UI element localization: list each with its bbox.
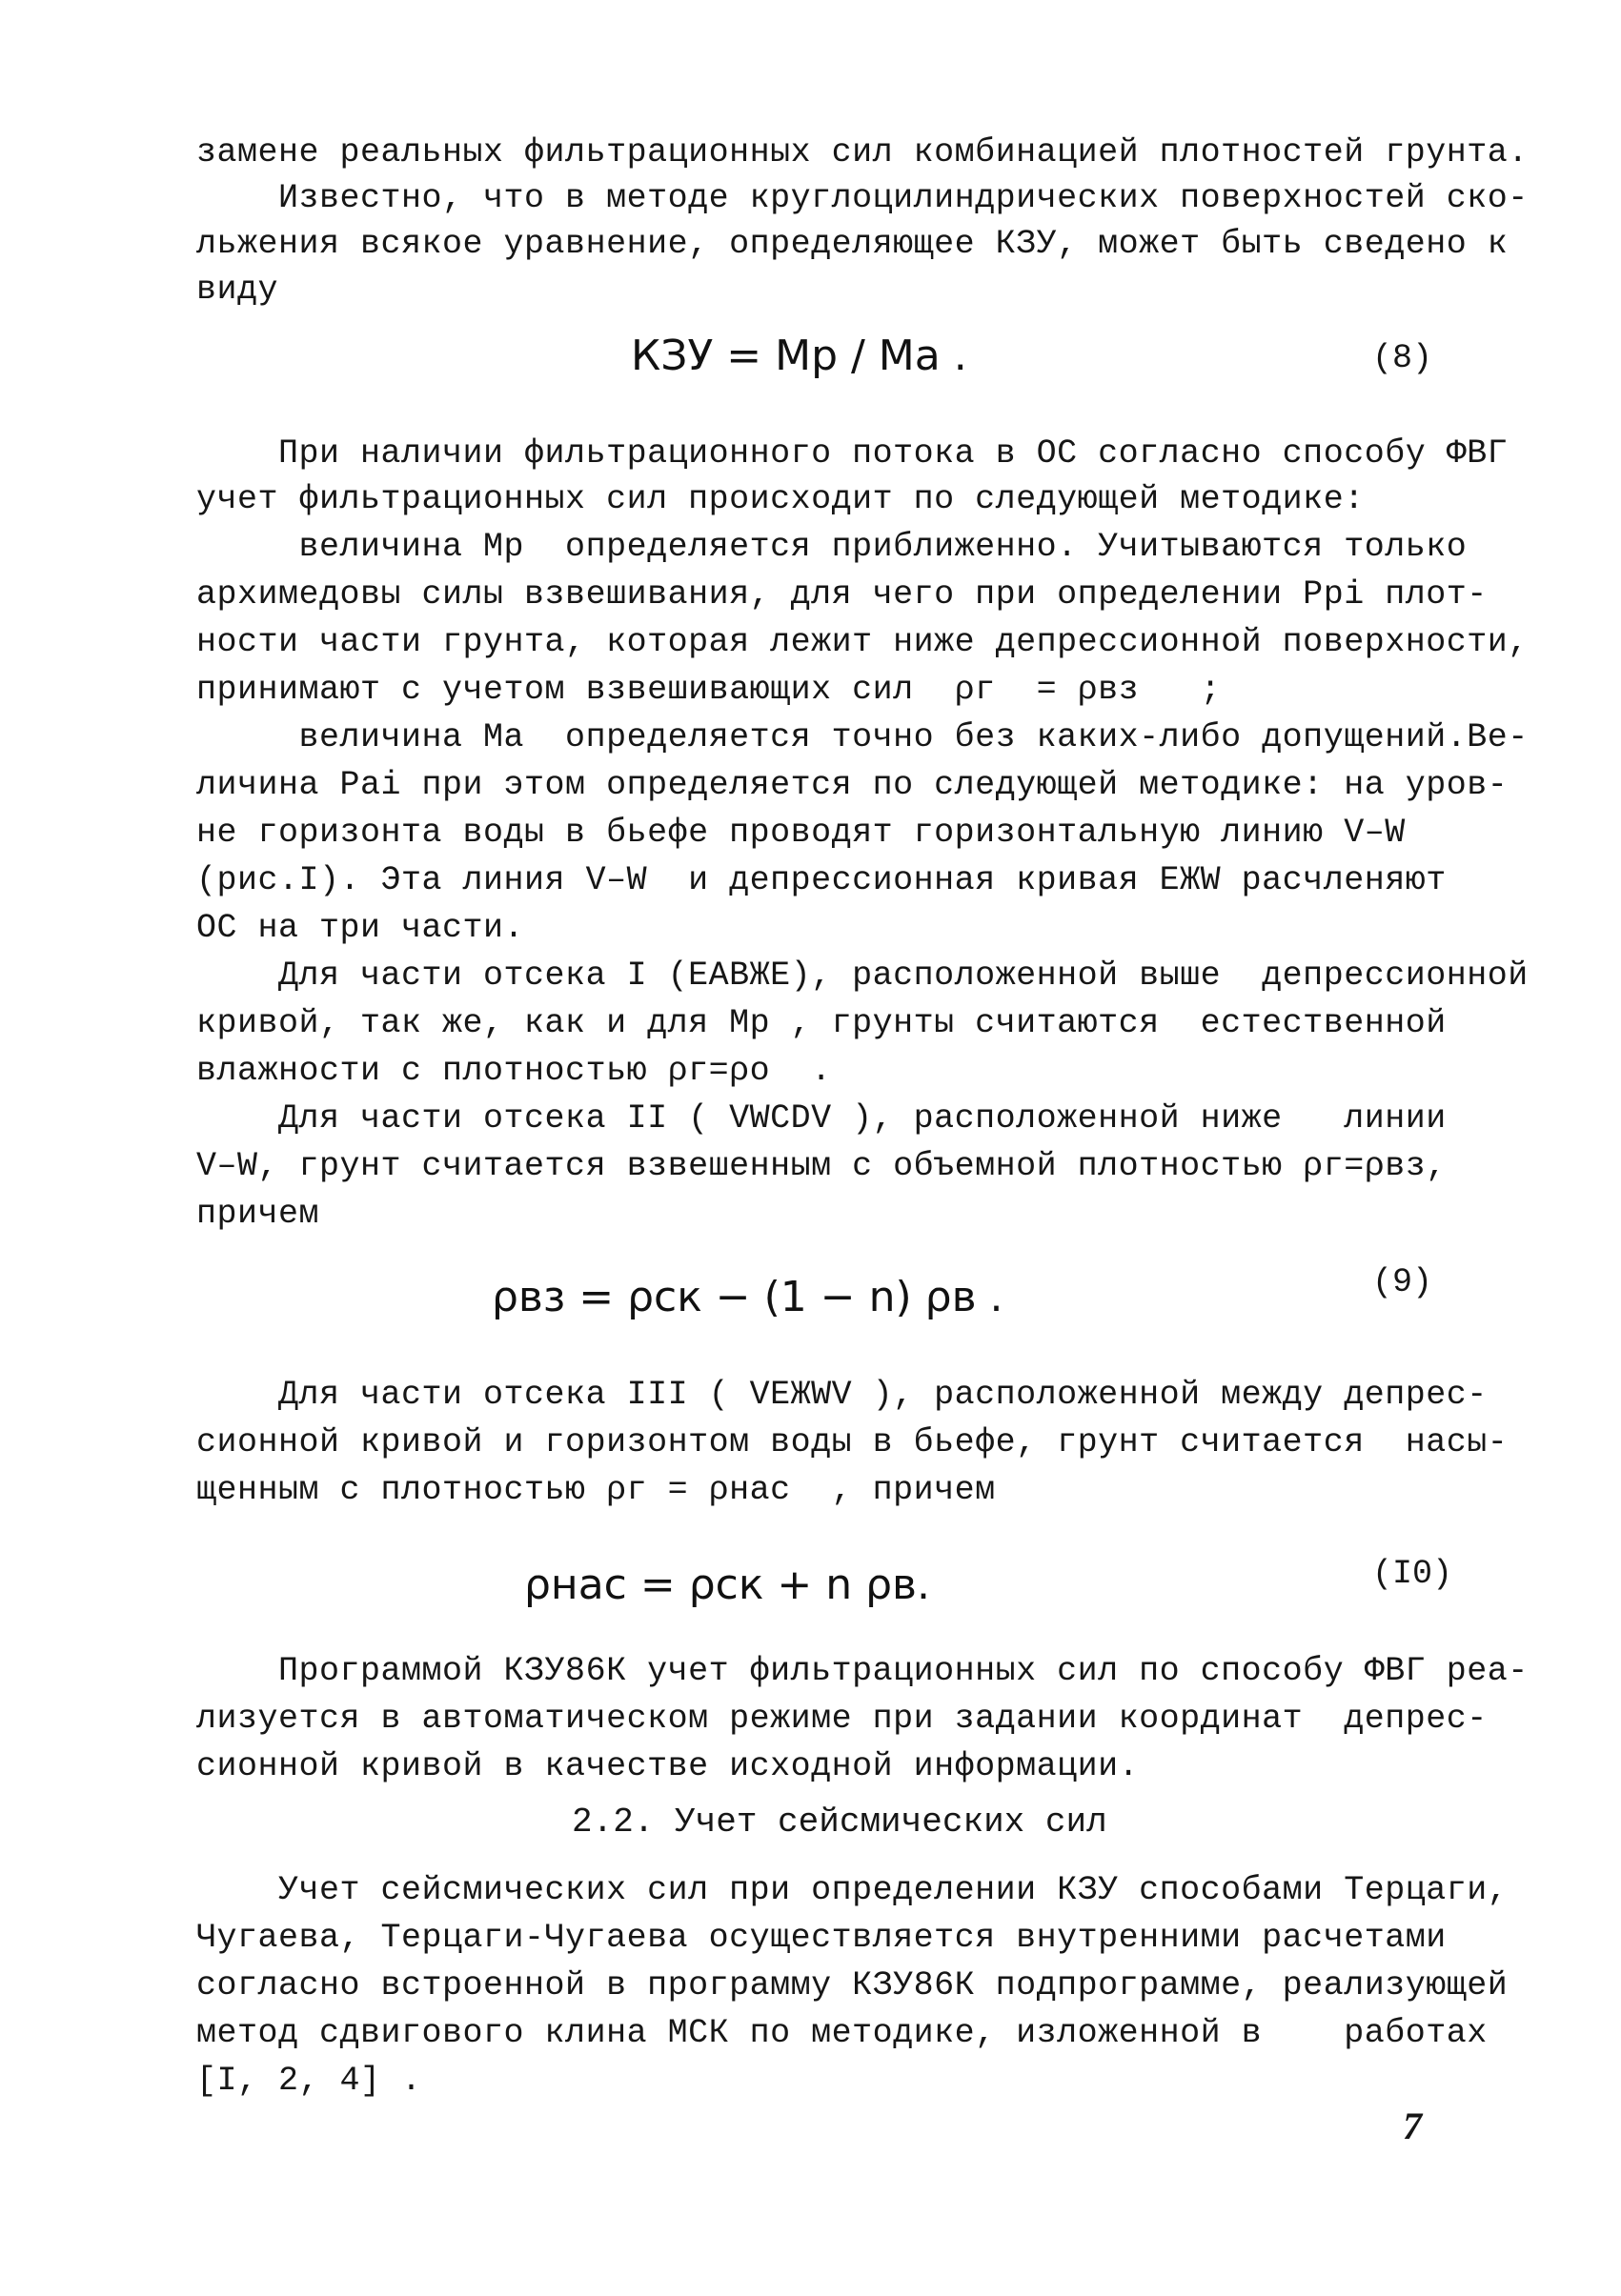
text-line: Для части отсека II ( VWCDV ), расположенной ниже линии [196,1099,1447,1138]
text-line: льжения всякое уравнение, определяющее КЗУ, может быть сведено к [196,225,1509,263]
equation-number: (I0) [1372,1555,1453,1593]
text-line: учет фильтрационных сил происходит по следующей методике: [196,480,1365,518]
text-line: не горизонта воды в бьефе проводят горизонтальную линию V–W [196,814,1406,852]
text-line: замене реальных фильтрационных сил комбинацией плотностей грунта. [196,133,1529,171]
text-line: принимают с учетом взвешивающих сил ρг = ρвз ; [196,671,1222,709]
text-line: влажности с плотностью ρг=ρо . [196,1052,832,1090]
text-line: Чугаева, Терцаги-Чугаева осуществляется внутренними расчетами [196,1919,1447,1957]
text-line: Известно, что в методе круглоцилиндрических поверхностей ско- [196,179,1529,217]
text-line: ности части грунта, которая лежит ниже депрессионной поверхности, [196,623,1529,661]
text-line: При наличии фильтрационного потока в ОС согласно способу ФВГ [196,434,1509,473]
text-line: ОС на три части. [196,909,525,947]
text-line: личина Pai при этом определяется по следующей методике: на уров- [196,766,1509,804]
equation-number: (8) [1372,339,1433,377]
text-line: щенным с плотностью ρг = ρнас , причем [196,1471,996,1509]
text-line: величина Мр определяется приближенно. Учитываются только [196,528,1468,566]
text-line: Для части отсека I (ЕАВЖЕ), расположенной выше депрессионной [196,957,1529,995]
text-line: Программой КЗУ86К учет фильтрационных сил по способу ФВГ реа- [196,1652,1529,1690]
text-line: кривой, так же, как и для Мр , грунты считаются естественной [196,1004,1447,1042]
section-heading: 2.2. Учет сейсмических сил [572,1803,1107,1842]
text-line: причем [196,1195,320,1233]
text-line: архимедовы силы взвешивания, для чего при определении Ppi плот- [196,575,1488,614]
text-line: лизуется в автоматическом режиме при задании координат депрес- [196,1700,1488,1738]
equation-9: ρвз = ρск − (1 − n) ρв . [492,1273,1003,1321]
text-line: сионной кривой в качестве исходной информации. [196,1747,1140,1785]
text-line: Учет сейсмических сил при определении КЗУ способами Терцаги, [196,1871,1509,1909]
text-line: виду [196,271,279,309]
text-line: метод сдвигового клина МСК по методике, изложенной в работах [196,2014,1488,2052]
text-line: согласно встроенной в программу КЗУ86К подпрограмме, реализующей [196,1966,1509,2004]
text-line: [I, 2, 4] . [196,2062,422,2100]
text-line: сионной кривой и горизонтом воды в бьефе, грунт считается насы- [196,1423,1509,1461]
equation-10: ρнас = ρск + n ρв. [524,1561,930,1609]
equation-number: (9) [1372,1263,1433,1301]
text-line: Для части отсека III ( VЕЖWV ), расположенной между депрес- [196,1376,1488,1414]
equation-8: КЗУ = Мр / Мa . [631,332,967,380]
text-line: V–W, грунт считается взвешенным с объемной плотностью ρг=ρвз, [196,1147,1447,1185]
text-line: величина Мa определяется точно без каких-либо допущений.Ве- [196,718,1529,756]
page-number: 7 [1403,2105,1422,2147]
text-line: (рис.I). Эта линия V–W и депрессионная кривая ЕЖW расчленяют [196,861,1447,899]
